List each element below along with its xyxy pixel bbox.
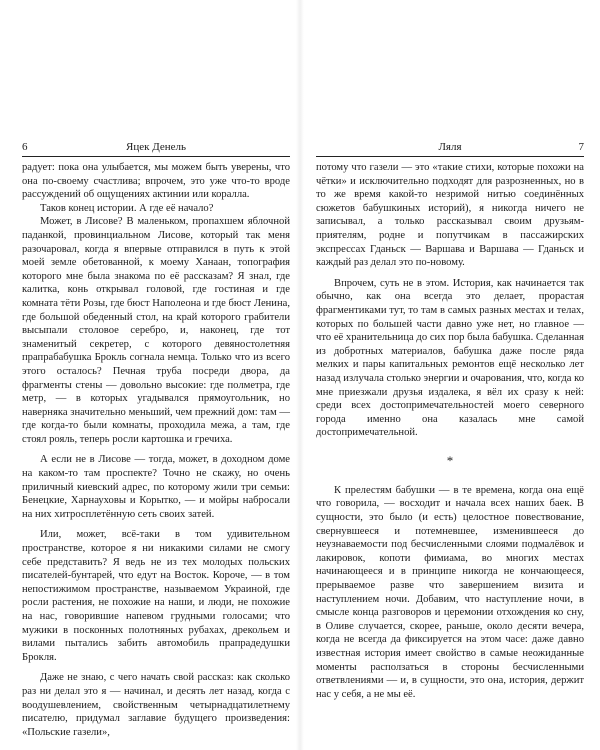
left-paragraph-5: Или, может, всё-таки в том удивительном пространстве, которое я ни никакими силами не смогу себе представить? Я ведь не из тех молодых польских писателей-бунтарей, что едут на Восток. Короче, — в том непостижимом пространстве, называемом Украиной, где росли растения, не похожие на наши, и люди, не похожие на нас, говорившие напевом грудными голосами; что мужики в посконных полотняных рубахах, дрекольем и вилами пытались забить автомобиль прапрадедушки Брокля. bbox=[22, 529, 290, 663]
book-gutter bbox=[296, 0, 304, 750]
left-page-number: 6 bbox=[22, 141, 28, 153]
right-paragraph-3: К прелестям бабушки — в те времена, когда она ещё что говорила, — восходит и начала всех наших баек. В сущности, это было (и есть) целостное повествование, свернувшееся и потемневшее, изменившееся до неузнаваемости под бесчисленными слоями подмалёвок и лакировок, копоти фимиама, во многих местах начинающееся и в принципе никогда не кончающееся, прерываемое разве что завершением визита и наступлением ночи. Добавим, что наступление ночи, в смысле конца разговоров и церемонии отхождения ко сну, в Оливе случается, скорее, раньше, около десяти вечера, когда не всегда да фиксируется на этом часе: даже давно известная история имеет свойство в самые неожиданные моменты расползаться в стороны бесчисленными ответвлениями — и, в сущности, это она, история, держит нас у себя, а не мы её. bbox=[316, 484, 584, 700]
right-running-header: Ляля bbox=[438, 141, 462, 153]
left-page bbox=[22, 140, 290, 739]
left-page-body bbox=[22, 161, 290, 739]
left-paragraph-2: Таков конец истории. А где её начало? bbox=[40, 202, 214, 214]
right-page-body bbox=[316, 161, 584, 701]
left-paragraph-4: А если не в Лисове — тогда, может, в доходном доме на каком-то там проспекте? Точно не скажу, но очень приличный киевский адрес, по которому жили три семьи: Бенецкие, Харнауховы и Корытко, — и мойры набросали на них хитросплетённую сеть своих затей. bbox=[22, 454, 290, 520]
left-paragraph-6: Даже не знаю, с чего начать свой рассказ: как сколько раз ни делал это я — начинал, и десять лет назад, когда с воодушевлением, свойственным четырнадцатилетнему писателю, придумал заглавие будущего произведения: «Польские газели», bbox=[22, 672, 290, 738]
left-running-header: Яцек Денель bbox=[126, 141, 186, 153]
right-page-number: 7 bbox=[578, 141, 584, 153]
right-page-header bbox=[316, 140, 584, 157]
left-paragraph-3: Может, в Лисове? В маленьком, пропахшем яблочной паданкой, провинциальном Лисове, который так меня разочаровал, когда я впервые отправился в путь к этой моей земле обетованной, к моему Ханаан, топография которого мне была знакома по её рассказам? Я знал, где калитка, конь открывал головой, где гостиная и где комната тёти Розы, где бюст Наполеона и где бюст Ленина, где большой обеденный стол, на край которого грабители высыпали столовое серебро, и, наконец, где тот знаменитый секретер, с которого девяностолетняя прапрабабушка Брокль согнала немца. Только что из всего этого осталось? Печная труба посреди двора, да фрагменты стены — довольно высокие: где полметра, где метр, — в которых угадывался прямоугольник, но наверняка значительно меньший, чем прежний дом: там — где когда-то были комнаты, проходила межа, а там, где стоял рояль, теперь росли картошка и гречиха. bbox=[22, 216, 290, 445]
left-page-header bbox=[22, 140, 290, 157]
right-paragraph-1: потому что газели — это «такие стихи, которые похожи на чётки» и исключительно подходят для разрозненных, но в то же время какой-то незримой нитью соединённых сюжетов бабушкиных историй), я никогда ничего не записывал, а только рассказывал своим друзьям-приятелям, родне и попутчикам в пассажирских экспрессах Гданьск — Варшава и Варшава — Гданьск и каждый раз делал это по-новому. bbox=[316, 162, 584, 269]
left-paragraph-1: радует: пока она улыбается, мы можем быть уверены, что она по-своему счастлива; впрочем, это уже что-то вроде рассуждений об ощущениях актинии или коралла. bbox=[22, 162, 290, 201]
right-page bbox=[316, 140, 584, 701]
section-break-asterisk: * bbox=[446, 452, 454, 468]
right-paragraph-2: Впрочем, суть не в этом. История, как начинается так обычно, как она всегда это делает, прорастая фрагментиками тут, то там в самых разных местах и телах, которых по большей части давно уже нет, но главное — что её хранительница до сих пор была бабушка. Сделанная из добротных материалов, бабушка даже после ряда мелких и пары капитальных ремонтов ещё несколько лет назад излучала столько энергии и очарования, что, когда ко мне приезжали друзья издалека, я вёл их сразу к ней: среди всех достопримечательностей моего северного города именно она казалась мне самой достопримечательной. bbox=[316, 277, 584, 439]
